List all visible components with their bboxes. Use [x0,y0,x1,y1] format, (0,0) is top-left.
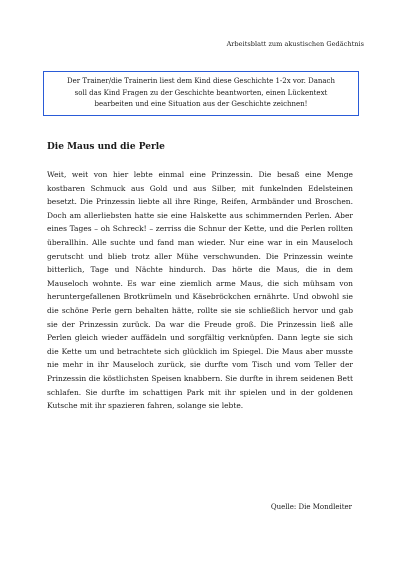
instruction-line: soll das Kind Fragen zu der Geschichte beantworten, einen Lückentext [74,88,328,97]
source-credit: Quelle: Die Mondleiter [270,503,352,511]
worksheet-header: Arbeitsblatt zum akustischen Gedächtnis [226,40,364,48]
instruction-box [43,71,359,116]
instruction-line: Der Trainer/die Trainerin liest dem Kind diese Geschichte 1-2x vor. Danach [67,77,335,85]
story-title: Die Maus und die Perle [47,142,165,152]
story-text: Weit, weit von hier lebte einmal eine Prinzessin. Die besaß eine Menge kostbaren Schmuck aus Gold und aus Silber, mit funkelnden Edelsteinen besetzt. Die Prinzessin liebte all ihre Ringe, Reifen, Armbänder und Broschen. Doch am allerliebsten hatte sie eine Halskette aus schimmernden Perlen. Aber eines Tages – oh Schreck! – zerriss die Schnur der Kette, und die Perlen rollten überallhin. Alle suchte und fand man wieder. Nur eine war in ein Mauseloch gerutscht und blieb trotz aller Mühe verschwunden. Die Prinzessin weinte bitterlich, Tage und Nächte hindurch. Das hörte die Maus, die in dem Mauseloch wohnte. Es war eine ziemlich arme Maus, die sich mühsam von heruntergefallenen Brotkrümeln und Käsebröckchen ernährte. Und obwohl sie die schöne Perle gern behalten hätte, rollte sie sie schließlich hervor und gab sie der Prinzessin zurück. Da war die Freude groß. Die Prinzessin ließ alle Perlen gleich wieder auffädeln und sorgfältig verknüpfen. Dann legte sie sich die Kette um und betrachtete sich glücklich im Spiegel. Die Maus aber musste nie mehr in ihr Mauseloch zurück, sie durfte vom Tisch und vom Teller der Prinzessin die köstlichsten Speisen knabbern. Sie durfte in ihrem seidenen Bett schlafen. Sie durfte im schattigen Park mit ihr spielen und in der goldenen Kutsche mit ihr spazieren fahren, solange sie lebte. [47,170,353,411]
instruction-line: bearbeiten und eine Situation aus der Geschichte zeichnen! [94,100,308,108]
